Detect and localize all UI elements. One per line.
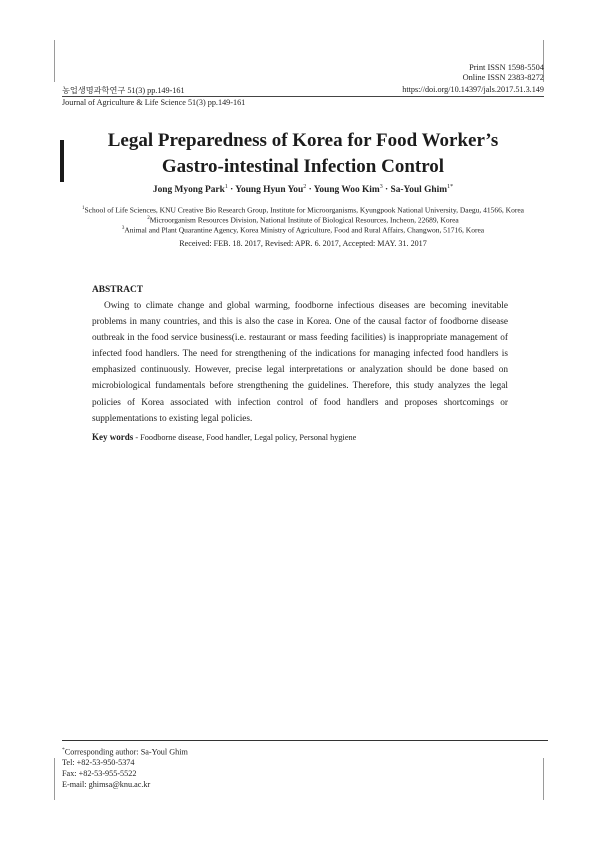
affiliation-text: School of Life Sciences, KNU Creative Bio Research Group, Institute for Microorganisms, Kyungpook National University, Daegu, 41566, Korea [84,205,524,215]
paper-title [62,128,544,180]
print-issn: Print ISSN 1598-5504 [469,63,544,72]
doi-link[interactable]: https://doi.org/10.14397/jals.2017.51.3.149 [402,85,544,94]
footnote-rule [62,740,548,741]
affiliation-text: Microorganism Resources Division, National Institute of Biological Resources, Incheon, 22689, Korea [149,215,459,225]
title-line-2: Gastro-intestinal Infection Control [161,156,445,177]
abstract-heading: ABSTRACT [92,285,144,295]
author-name: Sa-Youl Ghim [390,185,448,196]
affiliation-sup: 1 [82,206,85,211]
corresponding-text: Corresponding author: Sa-Youl Ghim [64,747,188,757]
online-issn: Online ISSN 2383-8272 [462,73,544,82]
affiliation [62,224,544,236]
title-line-1: Legal Preparedness of Korea for Food Worker’s [107,130,499,151]
author-sup: 1* [447,184,454,190]
frame-corner-bottom-left [54,758,55,800]
author-name: Young Woo Kim [313,185,380,196]
header-rule [62,96,544,97]
author-sup: 2 [303,184,307,190]
keywords [92,432,356,442]
journal-korean: 농업생명과학연구 51(3) pp.149-161 [62,86,185,95]
journal-english: Journal of Agriculture & Life Science 51(3) pp.149-161 [62,98,246,107]
author-name: Young Hyun You [235,185,304,196]
affiliation-text: Animal and Plant Quarantine Agency, Korea Ministry of Agriculture, Food and Rural Affairs, Changwon, 51716, Korea [124,225,485,235]
author-separator: · [308,185,312,196]
author-separator: · [230,185,234,196]
keywords-text: - Foodborne disease, Food handler, Legal policy, Personal hygiene [135,433,357,442]
frame-corner-top-left [54,40,55,82]
fax: Fax: +82-53-955-5522 [62,769,137,778]
received-dates: Received: FEB. 18. 2017, Revised: APR. 6. 2017, Accepted: MAY. 31. 2017 [179,239,427,248]
author-sup: 3 [379,184,383,190]
author-separator: · [385,185,389,196]
affiliation-sup: 3 [121,226,125,231]
author-name: Jong Myong Park [152,185,225,196]
affiliation-sup: 2 [147,216,150,221]
corresponding-sup: * [62,747,65,753]
abstract-body: Owing to climate change and global warming, foodborne infectious diseases are becoming inevitable problems in many countries, and this is also the case in Korea. One of the causal factor of foodborne disease outbreak in the food service business(i.e. restaurant or mass feeding facilities) is inappropriate management of infected food handlers. The need for strengthening of the indications for managing infected food handlers is emphasized continuously. However, precise legal interpretations or analyzation should be done based on microbiological fundamentals before strengthening the guidelines. Therefore, this study analyzes the legal policies of Korea associated with infection control of food handlers and proposes shortcomings or supplementations to existing legal policies. [92,301,508,424]
frame-corner-bottom-right [543,758,544,800]
author-sup: 1 [224,184,228,190]
keywords-label: Key words [92,432,134,442]
email-link[interactable]: E-mail: ghimsa@knu.ac.kr [62,780,151,789]
author-list [62,184,544,195]
tel: Tel: +82-53-950-5374 [62,758,135,767]
corresponding-author [62,745,188,758]
